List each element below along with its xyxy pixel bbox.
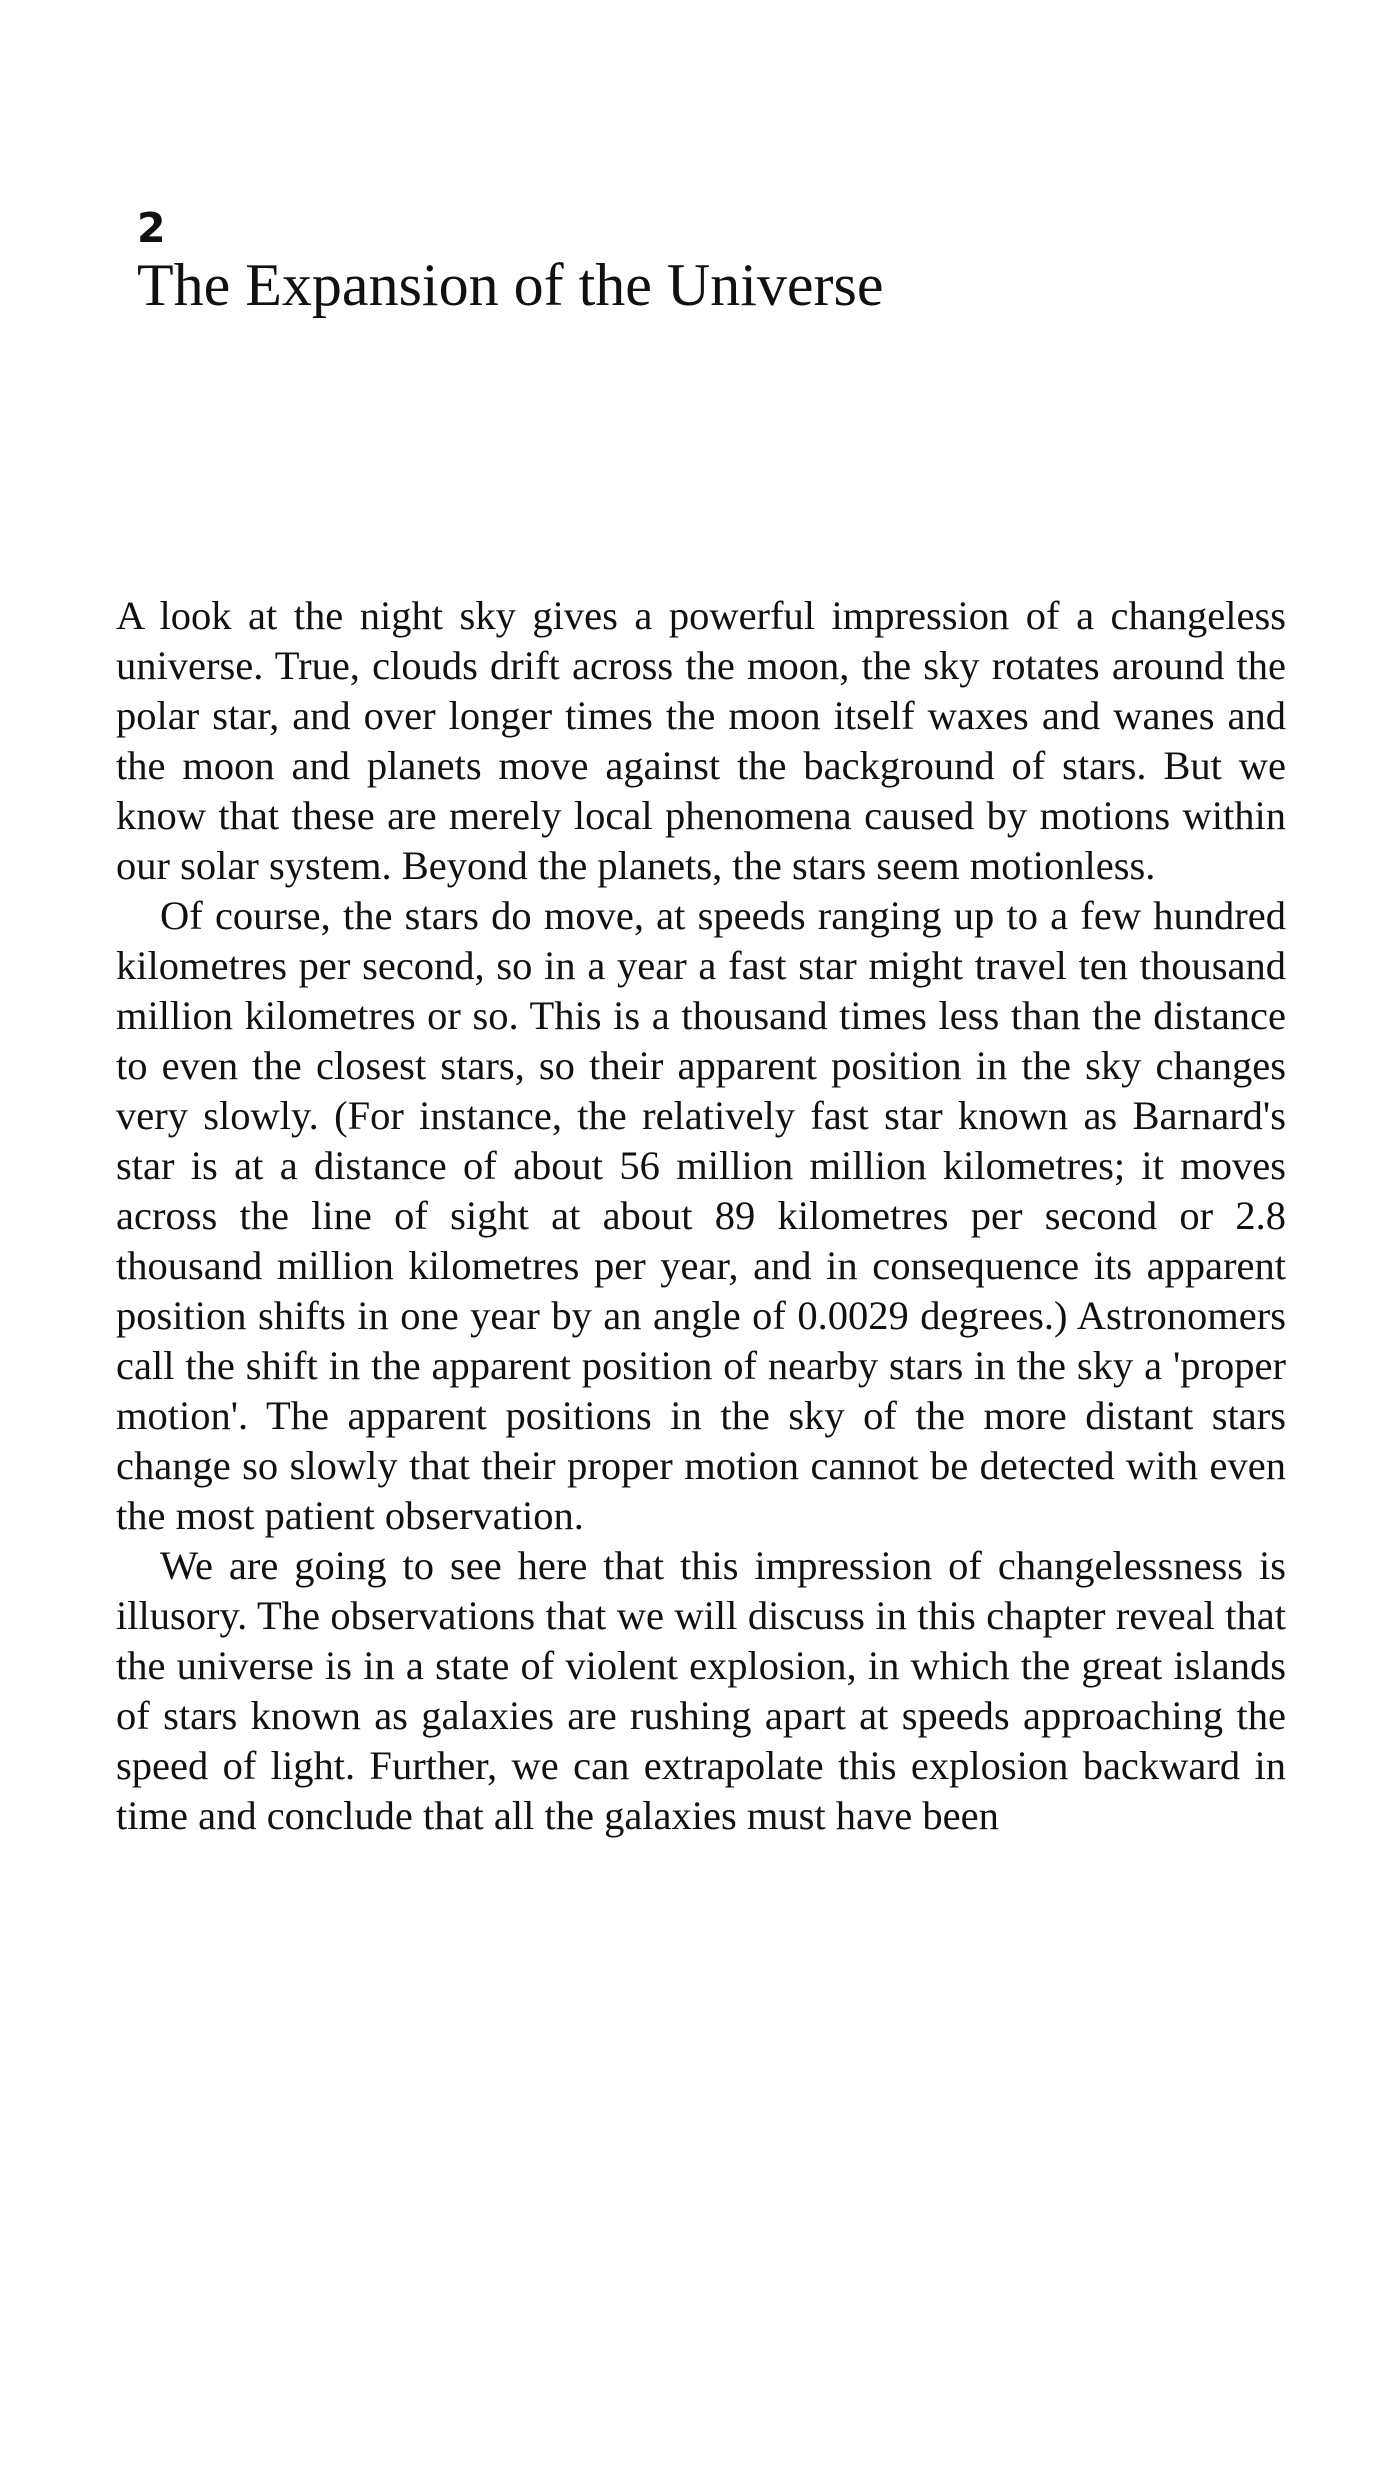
paragraph-2: Of course, the stars do move, at speeds ranging up to a few hundred kilometres per second, so in a year a fast star might travel ten thousand million kilometres or so. This is a thousand times less than the distance to even the closest stars, so their apparent position in the sky changes very slowly. (For instance, the relatively fast star known as Barnard's star is at a distance of about 56 million million kilometres; it moves across the line of sight at about 89 kilometres per second or 2.8 thousand million kilometres per year, and in consequence its apparent position shifts in one year by an angle of 0.0029 degrees.) Astronomers call the shift in the apparent position of nearby stars in the sky a 'proper motion'. The apparent positions in the sky of the more distant stars change so slowly that their proper motion cannot be detected with even the most patient observation.: [116, 893, 1286, 1538]
paragraph-1: A look at the night sky gives a powerful impression of a changeless universe. True, clouds drift across the moon, the sky rotates around the polar star, and over longer times the moon itself waxes and wanes and the moon and planets move against the background of stars. But we know that these are merely local phenomena caused by motions within our solar system. Beyond the planets, the stars seem motionless.: [116, 593, 1286, 888]
chapter-body: [116, 591, 1286, 1841]
paragraph-3: We are going to see here that this impression of changelessness is illusory. The observations that we will discuss in this chapter reveal that the universe is in a state of violent explosion, in which the great islands of stars known as galaxies are rushing apart at speeds approaching the speed of light. Further, we can extrapolate this explosion backward in time and conclude that all the galaxies must have been: [116, 1543, 1286, 1838]
chapter-title: The Expansion of the Universe: [137, 252, 884, 318]
chapter-number: 2: [137, 204, 166, 252]
